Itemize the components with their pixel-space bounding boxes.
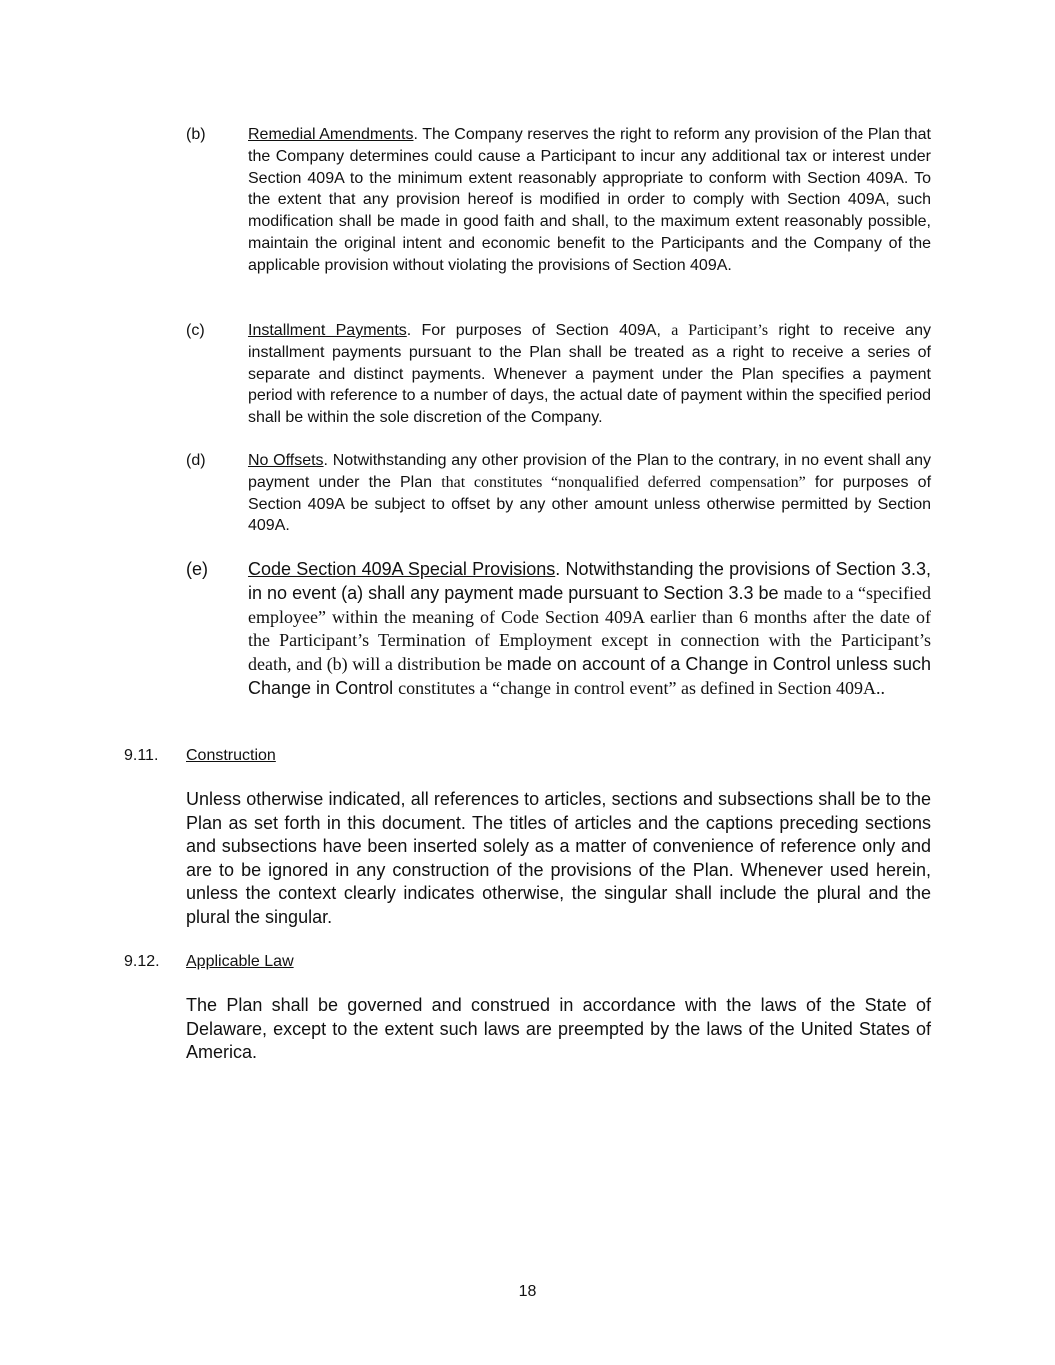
subsection-body: No Offsets. Notwithstanding any other provision of the Plan to the contrary, in no event shall any payment under the Plan that constitutes “nonqualified deferred compensation” for purposes of Section 409A be subject to offset by any other amount unless otherwise permitted by Section 409A. — [248, 452, 932, 535]
subsection-text: The Company reserves the right to reform any provision of the Plan that the Company determines could cause a Participant to incur any additional tax or interest under Section 409A to the minimum extent reasonably appropriate to conform with Section 409A. To the extent that any provision hereof is modified in order to comply with Section 409A, such modification shall be made in good faith and shall, to the maximum extent reasonably possible, maintain the original intent and economic benefit to the Participants and the Company of the applicable provision without violating the provisions of Section 409A. — [248, 126, 931, 274]
section-title: Construction — [186, 747, 276, 764]
subsection-label: (c) — [186, 322, 205, 339]
subsection-text-serif: that constitutes “nonqualified deferred compensation” — [441, 473, 806, 491]
subsection-text-serif: a Participant’s — [671, 322, 769, 339]
subsection-title: Installment Payments — [248, 322, 407, 339]
subsection-d — [186, 450, 931, 537]
subsection-label: (b) — [186, 126, 206, 143]
subsection-body: Code Section 409A Special Provisions. Notwithstanding the provisions of Section 3.3, in no event (a) shall any payment made pursuant to Section 3.3 be made to a “specified employee” within the meaning of Code Section 409A earlier than 6 months after the date of the Participant’s Termination of Employment except in connection with the Participant’s death, and (b) will a distribution be made on account of a Change in Control unless such Change in Control constitutes a “change in control event” as defined in Section 409A.. — [248, 559, 931, 698]
subsection-title: Remedial Amendments — [248, 126, 414, 143]
subsection-title: No Offsets — [248, 452, 324, 469]
subsection-text: For purposes of Section 409A, — [421, 322, 672, 339]
page-number: 18 — [518, 1283, 537, 1300]
subsection-text-serif: made to a “specified employee” within the meaning of Code Section 409A earlier than 6 months after the date of the Participant’s Termination of Employment except in connection with the Participant’s death, and (b) will a distribution be — [248, 582, 931, 675]
subsection-body: Remedial Amendments. The Company reserves the right to reform any provision of the Plan that the Company determines could cause a Participant to incur any additional tax or interest under Section 409A to the minimum extent reasonably appropriate to conform with Section 409A. To the extent that any provision hereof is modified in order to comply with Section 409A, such modification shall be made in good faith and shall, to the maximum extent reasonably possible, maintain the original intent and economic benefit to the Participants and the Company of the applicable provision without violating the provisions of Section 409A. — [248, 126, 931, 274]
subsection-body: Installment Payments. For purposes of Section 409A, a Participant’s right to receive any installment payments pursuant to the Plan shall be treated as a right to receive a series of separate and distinct payments. Whenever a payment under the Plan specifies a payment period with reference to a number of days, the actual date of payment within the specified period shall be within the sole discretion of the Company. — [248, 322, 932, 427]
subsection-text: Notwithstanding any other provision of the Plan to the contrary, in no event shall any payment under the Plan — [248, 452, 932, 491]
subsection-e — [186, 558, 931, 701]
subsection-b — [186, 124, 931, 277]
subsection-text: for purposes of Section 409A be subject to offset by any other amount unless otherwise permitted by Section 409A. — [248, 473, 932, 535]
subsection-text: made on account of a Change in Control unless such Change in Control — [248, 654, 931, 698]
section-heading-9-12 — [124, 951, 931, 972]
section-number: 9.12. — [124, 953, 160, 970]
section-body-9-12: The Plan shall be governed and construed in accordance with the laws of the State of Delaware, except to the extent such laws are preempted by the laws of the United States of America. — [186, 995, 931, 1063]
section-number: 9.11. — [124, 747, 159, 764]
subsection-c — [186, 320, 931, 429]
subsection-label: (e) — [186, 559, 208, 579]
subsection-text: Notwithstanding the provisions of Section 3.3, in no event (a) shall any payment made pursuant to Section 3.3 be — [248, 559, 931, 603]
section-title: Applicable Law — [186, 953, 294, 970]
section-heading-9-11 — [124, 745, 931, 766]
subsection-label: (d) — [186, 452, 206, 469]
subsection-title: Code Section 409A Special Provisions — [248, 559, 556, 579]
section-body-9-11: Unless otherwise indicated, all references to articles, sections and subsections shall be to the Plan as set forth in this document. The titles of articles and the captions preceding sections and subsections have been inserted solely as a matter of convenience of reference only and are to be ignored in any construction of the provisions of the Plan. Whenever used herein, unless the context clearly indicates otherwise, the singular shall include the plural and the plural the singular. — [186, 789, 931, 927]
subsection-text-serif: constitutes a “change in control event” as defined in Section 409A.. — [398, 677, 885, 698]
subsection-text: right to receive any installment payments pursuant to the Plan shall be treated as a right to receive a series of separate and distinct payments. Whenever a payment under the Plan specifies a payment period with reference to a number of days, the actual date of payment within the specified period shall be within the sole discretion of the Company. — [248, 322, 932, 427]
